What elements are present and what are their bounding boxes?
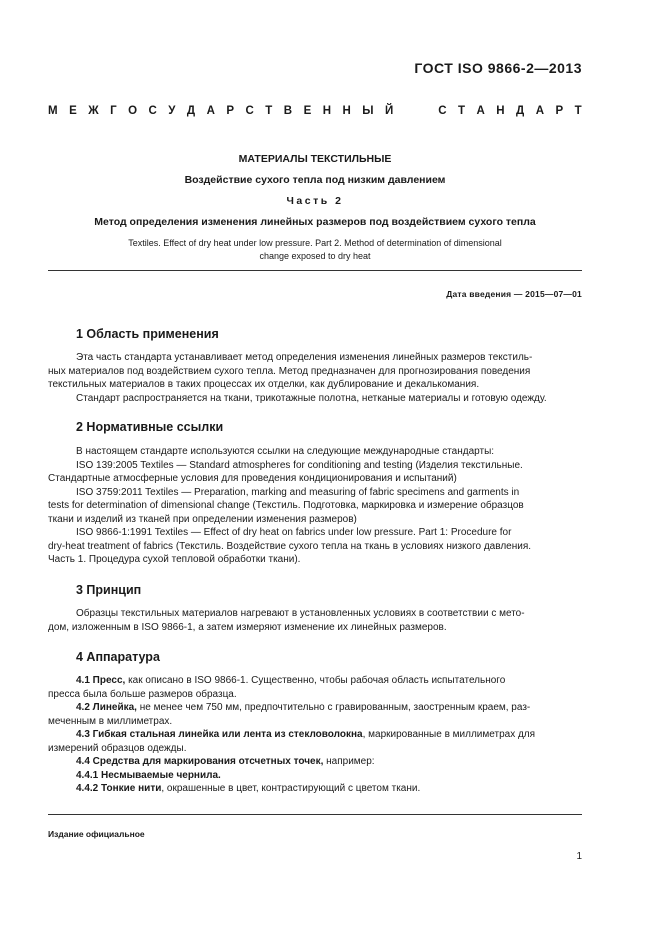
section-3-line-2: дом, изложенным в ISO 9866-1, а затем измеряют изменение их линейных размеров. <box>48 621 447 633</box>
section-2-line-9: Часть 1. Процедура сухой тепловой обработки ткани). <box>48 554 301 565</box>
banner-letter: Ж <box>88 105 99 117</box>
footer-divider <box>48 814 582 815</box>
banner-letter: Г <box>110 105 117 117</box>
section-3-body <box>48 607 582 634</box>
section-2-body <box>48 445 582 567</box>
section-4-body <box>48 674 582 796</box>
section-3-heading: 3 Принцип <box>76 583 142 597</box>
section-2-line-5: tests for determination of dimensional change (Текстиль. Подготовка, маркировка и измерение образцов <box>48 500 524 511</box>
item-4-1-label: 4.1 Пресс, <box>76 675 126 686</box>
banner-letter: А <box>535 105 545 117</box>
introduction-date: Дата введения — 2015—07—01 <box>446 289 582 299</box>
banner-letter: Р <box>226 105 235 117</box>
section-3-line-1: Образцы текстильных материалов нагревают в установленных условиях в соответствии с мето- <box>76 608 525 619</box>
section-1-line-3: текстильных материалов в таких процессах их отделки, как дублирование и декалькомания. <box>48 379 480 390</box>
item-4-4-2-label: 4.4.2 Тонкие нити <box>76 783 162 794</box>
english-title-line-1: Textiles. Effect of dry heat under low pressure. Part 2. Method of determination of dimensional <box>128 238 502 248</box>
document-code: ГОСТ ISO 9866-2—2013 <box>414 60 582 76</box>
banner-letter: А <box>476 105 485 117</box>
document-subtitle: Воздействие сухого тепла под низким давлением <box>184 174 446 186</box>
item-4-2-line-1: 4.2 Линейка, не менее чем 750 мм, предпочтительно с гравированным, заостренным краем, раз- <box>76 702 531 713</box>
section-2-line-3: Стандартные атмосферные условия для проведения кондиционирования и испытаний) <box>48 473 457 484</box>
banner-letter: Ы <box>362 105 374 117</box>
banner-letter: Д <box>516 105 525 117</box>
item-4-4-1-label: 4.4.1 Несмываемые чернила. <box>76 769 221 781</box>
banner-letter: Р <box>555 105 564 117</box>
section-1-line-2: ных материалов под воздействием сухого тепла. Метод предназначен для прогнозирования поведения <box>48 365 531 377</box>
banner-letter: Т <box>457 105 466 117</box>
section-4-heading: 4 Аппаратура <box>76 650 160 664</box>
banner-letter: А <box>206 105 215 117</box>
section-2-line-1: В настоящем стандарте используются ссылки на следующие международные стандарты: <box>76 446 495 457</box>
section-2-line-6: ткани и изделий из тканей при определении изменения размеров) <box>48 513 357 525</box>
banner-letter: Д <box>186 105 196 117</box>
section-1-body <box>48 351 582 405</box>
banner-letter: Е <box>69 105 77 117</box>
section-1-line-4: Стандарт распространяется на ткани, трикотажные полотна, нетканые материалы и готовую одежду. <box>76 392 547 404</box>
section-1-line-1: Эта часть стандарта устанавливает метод определения изменения линейных размеров текстиль- <box>76 352 533 363</box>
item-4-4-1 <box>48 769 582 783</box>
item-4-4-2: 4.4.2 Тонкие нити, окрашенные в цвет, контрастирующий с цветом ткани. <box>76 783 421 794</box>
banner-letter: В <box>283 105 293 117</box>
english-title-line-2: change exposed to dry heat <box>259 250 371 261</box>
section-2-line-7: ISO 9866-1:1991 Textiles — Effect of dry heat on fabrics under low pressure. Part 1: Procedure for <box>76 527 512 538</box>
banner-letter: Т <box>265 105 273 117</box>
section-2-line-4: ISO 3759:2011 Textiles — Preparation, marking and measuring of fabric specimens and garments in <box>76 486 520 498</box>
banner-letter: М <box>48 105 58 117</box>
item-4-2-line-2: меченным в миллиметрах. <box>48 715 173 727</box>
section-2-line-2: ISO 139:2005 Textiles — Standard atmospheres for conditioning and testing (Изделия текстильные. <box>76 459 523 471</box>
banner-letter: Е <box>303 105 312 117</box>
banner-letter: С <box>148 105 157 117</box>
banner-letter: О <box>128 105 138 117</box>
official-edition-label: Издание официальное <box>48 829 145 839</box>
banner-letter: Н <box>342 105 351 117</box>
document-title: МАТЕРИАЛЫ ТЕКСТИЛЬНЫЕ <box>238 153 392 165</box>
section-2-heading: 2 Нормативные ссылки <box>76 420 224 434</box>
banner-word-gap <box>405 105 427 117</box>
page-number: 1 <box>576 851 582 862</box>
item-4-1-line-1: 4.1 Пресс, как описано в ISO 9866-1. Существенно, чтобы рабочая область испытательного <box>76 675 506 686</box>
document-method-title: Метод определения изменения линейных размеров под воздействием сухого тепла <box>94 216 536 228</box>
banner-letter: Й <box>385 105 394 117</box>
title-divider <box>48 270 582 271</box>
item-4-3-line-2: измерений образцов одежды. <box>48 742 187 754</box>
banner-letter: Т <box>574 105 582 117</box>
document-part: Часть 2 <box>286 195 344 207</box>
item-4-1-line-2: пресса была больше размеров образца. <box>48 688 237 700</box>
english-title <box>48 237 582 262</box>
item-4-3-line-1: 4.3 Гибкая стальная линейка или лента из стекловолокна, маркированные в миллиметрах для <box>76 729 536 740</box>
item-4-4-line-1: 4.4 Средства для маркирования отсчетных точек, например: <box>76 756 375 767</box>
section-2-line-8: dry-heat treatment of fabrics (Текстиль. Воздействие сухого тепла на ткань в условиях низкого давления. <box>48 540 532 552</box>
banner-letter: Н <box>322 105 332 117</box>
section-1-heading: 1 Область применения <box>76 327 219 341</box>
item-4-2-label: 4.2 Линейка, <box>76 702 137 713</box>
standard-type-banner <box>48 105 582 117</box>
item-4-4-label: 4.4 Средства для маркирования отсчетных точек, <box>76 756 324 767</box>
banner-letter: С <box>245 105 254 117</box>
banner-letter: У <box>168 105 176 117</box>
item-4-3-label: 4.3 Гибкая стальная линейка или лента из стекловолокна <box>76 729 363 740</box>
banner-letter: Н <box>496 105 505 117</box>
banner-letter: С <box>438 105 447 117</box>
